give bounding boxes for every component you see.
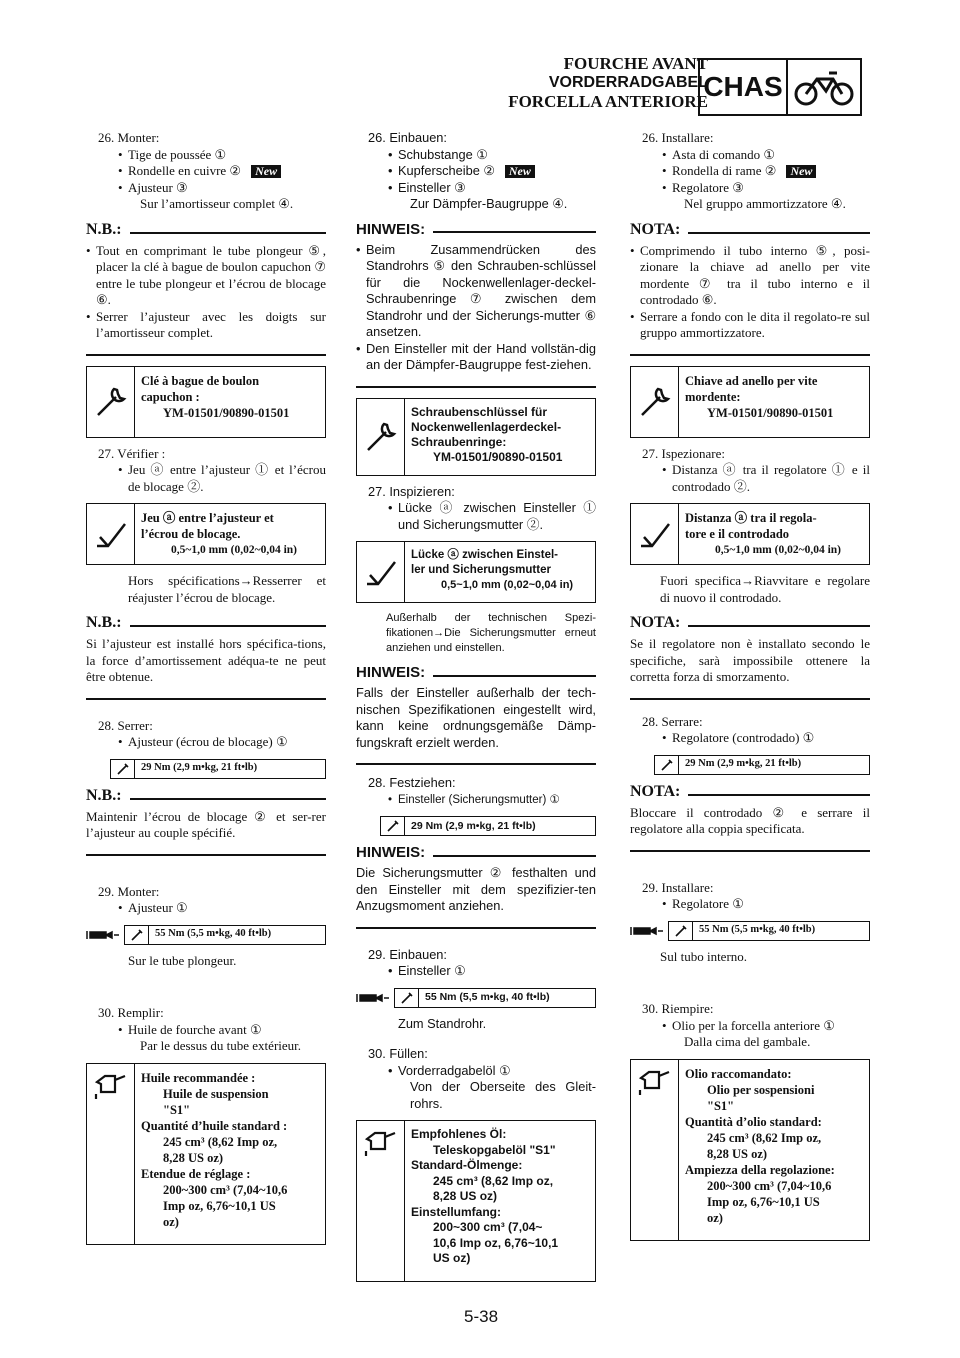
spec-value: 0,5~1,0 mm (0,02~0,04 in) — [441, 579, 574, 591]
note-paragraph: Bloccare il controdado ② e serrare il regolatore alla coppia specificata. — [630, 804, 870, 836]
out-of-spec-text: Außerhalb der technischen Spezi-fikationen→Die Sicherungsmutter erneut anziehen und einstellen. — [386, 612, 596, 654]
step-29 — [86, 884, 326, 917]
note-label: N.B.: — [86, 786, 122, 804]
step-bullet: • Asta di comando ① — [630, 147, 870, 164]
step-heading: 26. Einbauen: — [368, 130, 447, 145]
note-rule — [433, 855, 596, 857]
note-end-rule — [630, 698, 870, 700]
note-heading — [356, 664, 596, 681]
step-heading: 29. Einbauen: — [368, 946, 447, 962]
oil-value: 245 cm³ (8,62 Imp oz, — [707, 1130, 822, 1145]
step-bullet: • Schubstange ① — [356, 147, 596, 164]
step-heading: 28. Serrare: — [642, 713, 703, 729]
spec-label: l’écrou de blocage. — [141, 527, 241, 541]
oil-label: Huile recommandée : — [141, 1070, 256, 1085]
note-rule — [688, 232, 870, 234]
oil-value: Imp oz, 6,76~10,1 US — [163, 1198, 276, 1213]
tool-name: capuchon : — [141, 389, 200, 404]
tool-name: Chiave ad anello per vite — [685, 373, 818, 388]
note-paragraph: Maintenir l’écrou de blocage ② et ser-rer l’ajusteur au couple spécifié. — [86, 808, 326, 840]
step-30 — [86, 1005, 326, 1055]
section-tag: CHAS — [700, 60, 788, 114]
tool-name: mordente: — [685, 389, 741, 404]
out-of-spec-text: Hors spécifications→Resserrer et réajuster l’écrou de blocage. — [128, 573, 326, 605]
step-heading: 26. Monter: — [98, 130, 160, 145]
oil-label: Quantità d’olio standard: — [685, 1114, 822, 1129]
step-bullet: • Ajusteur ① — [86, 900, 326, 917]
oil-value: 8,28 US oz) — [707, 1146, 768, 1161]
column-german — [356, 130, 596, 1290]
step-subtext: Zum Standrohr. — [398, 1015, 487, 1031]
oil-value: 8,28 US oz) — [433, 1189, 498, 1203]
step-bullet: • Jeu ⓐ entre l’ajusteur ① et l’écrou de blocage ②. — [86, 462, 326, 495]
torque-value: 55 Nm (5,5 m•kg, 40 ft•lb) — [699, 924, 816, 936]
step-heading: 28. Festziehen: — [368, 775, 456, 790]
spec-box — [630, 503, 870, 565]
spec-label: Distanza ⓐ tra il regola- — [685, 511, 817, 525]
note-paragraph: Se il regolatore non è installato secondo le specifiche, sarà impossibile ottenere la corretta forza di smorzamento. — [630, 636, 870, 684]
note-paragraph: • Serrer l’ajusteur avec les doigts sur l’amortisseur complet. — [86, 309, 326, 342]
header-title-it: FORCELLA ANTERIORE — [508, 92, 708, 111]
bullet-text: Kupferscheibe ② — [398, 163, 495, 178]
note-label: NOTA: — [630, 220, 681, 238]
oil-can-icon — [631, 1060, 679, 1240]
special-tool-box — [356, 398, 596, 476]
spec-label: tore e il controdado — [685, 527, 790, 541]
torque-row — [630, 921, 870, 941]
step-subtext: Sur l’amortisseur complet ④. — [140, 196, 294, 211]
note-label: N.B.: — [86, 614, 122, 631]
oil-value: Teleskopgabelöl "S1" — [433, 1142, 556, 1157]
step-heading: 30. Füllen: — [368, 1046, 428, 1061]
oil-value: 200~300 cm³ (7,04~ — [433, 1220, 543, 1234]
oil-label: Quantité d’huile standard : — [141, 1118, 288, 1133]
note-rule — [688, 794, 870, 796]
step-29 — [356, 947, 596, 980]
note-label: HINWEIS: — [356, 844, 426, 861]
lock-agent-icon — [630, 925, 668, 937]
torque-wrench-icon — [669, 922, 693, 940]
oil-spec-text — [135, 1064, 325, 1244]
spec-text — [679, 504, 869, 564]
wrench-icon — [631, 367, 679, 437]
note-heading — [86, 787, 326, 805]
step-heading: 30. Remplir: — [98, 1005, 164, 1020]
oil-can-icon — [357, 1121, 405, 1281]
note-heading — [86, 221, 326, 239]
note-heading — [356, 844, 596, 861]
note-label: HINWEIS: — [356, 664, 426, 681]
torque-row — [86, 925, 326, 945]
oil-label: Einstellumfang: — [411, 1204, 502, 1219]
step-subtext: Von der Oberseite des Gleit-rohrs. — [410, 1079, 596, 1111]
torque-value: 55 Nm (5,5 m•kg, 40 ft•lb) — [425, 991, 550, 1004]
spec-value: 0,5~1,0 mm (0,02~0,04 in) — [171, 544, 297, 556]
oil-spec-text — [405, 1121, 595, 1281]
torque-wrench-icon — [395, 989, 419, 1007]
oil-label: Standard-Ölmenge: — [411, 1158, 523, 1172]
tool-part-number: YM-01501/90890-01501 — [163, 405, 290, 420]
step-heading: 29. Installare: — [642, 879, 714, 895]
oil-value: 245 cm³ (8,62 Imp oz, — [163, 1134, 278, 1149]
note-rule — [433, 675, 596, 677]
oil-value: Huile de suspension — [163, 1086, 269, 1101]
step-subtext: Dalla cima del gambale. — [684, 1034, 811, 1049]
gauge-icon — [357, 542, 405, 602]
note-heading — [630, 614, 870, 632]
note-heading — [630, 783, 870, 801]
oil-spec-box — [356, 1120, 596, 1282]
torque-wrench-icon — [125, 926, 149, 944]
note-end-rule — [86, 354, 326, 356]
note-rule — [688, 625, 870, 627]
spec-value: 0,5~1,0 mm (0,02~0,04 in) — [715, 544, 841, 556]
tool-part-number: YM-01501/90890-01501 — [433, 449, 563, 464]
lock-agent-icon — [356, 992, 394, 1004]
note-label: HINWEIS: — [356, 220, 426, 238]
note-label: NOTA: — [630, 782, 681, 800]
note-end-rule — [356, 927, 596, 929]
oil-label: Olio raccomandato: — [685, 1066, 792, 1081]
step-28 — [630, 714, 870, 747]
tool-name: Schraubenschlüssel für — [411, 404, 548, 419]
torque-value: 29 Nm (2,9 m•kg, 21 ft•lb) — [141, 762, 258, 774]
tool-name: Schraubenringe: — [411, 434, 507, 449]
note-end-rule — [630, 354, 870, 356]
torque-spec — [124, 925, 326, 945]
note-label: N.B.: — [86, 220, 122, 238]
oil-spec-box — [86, 1063, 326, 1245]
new-part-badge: New — [251, 165, 281, 178]
oil-can-icon — [87, 1064, 135, 1244]
step-bullet: • Vorderradgabelöl ① — [356, 1063, 596, 1080]
step-27 — [630, 446, 870, 496]
step-bullet: • Olio per la forcella anteriore ① — [630, 1018, 870, 1035]
special-tool-box — [630, 366, 870, 438]
step-heading: 28. Serrer: — [98, 717, 153, 733]
note-heading — [356, 221, 596, 238]
spec-box — [86, 503, 326, 565]
note-paragraph: • Comprimendo il tubo interno ⑤, posi-zionare la chiave ad anello per vite mordente ⑦ tra il tubo interno e il controdado ⑥. — [630, 243, 870, 309]
oil-value: Olio per sospensioni — [707, 1082, 815, 1097]
note-heading — [86, 614, 326, 632]
page-number: 5-38 — [464, 1307, 499, 1326]
step-bullet: • Regolatore ③ — [630, 180, 870, 197]
tool-part-number: YM-01501/90890-01501 — [707, 405, 834, 420]
tool-spec — [405, 399, 595, 475]
spec-label: ler und Sicherungsmutter — [411, 564, 551, 576]
column-french — [86, 130, 326, 1253]
step-bullet: • Ajusteur ③ — [86, 180, 326, 197]
step-subtext: Sur le tube plongeur. — [128, 952, 237, 968]
oil-spec-box — [630, 1059, 870, 1241]
oil-value: 200~300 cm³ (7,04~10,6 — [163, 1182, 288, 1197]
torque-spec — [380, 816, 596, 836]
lock-agent-icon — [86, 929, 124, 941]
wrench-icon — [357, 399, 405, 475]
bullet-text: Rondelle en cuivre ② — [128, 163, 242, 178]
step-subtext: Sul tubo interno. — [660, 948, 748, 964]
page-header — [508, 54, 708, 112]
step-bullet: • Einsteller ① — [356, 963, 596, 980]
step-bullet: • Ajusteur (écrou de blocage) ① — [86, 734, 326, 751]
step-bullet: • Tige de poussée ① — [86, 147, 326, 164]
step-bullet: • Huile de fourche avant ① — [86, 1022, 326, 1039]
oil-value: oz) — [163, 1214, 179, 1229]
note-paragraph: • Beim Zusammendrücken des Standrohrs ⑤ den Schrauben-schlüssel für die Nockenwellenlager-deckel-Schraubenringe ⑦ zwischen dem Standrohr und der Sicherungs-mutter ⑥ ansetzen. — [356, 242, 596, 341]
note-paragraph: • Tout en comprimant le tube plongeur ⑤, placer la clé à bague de boulon capuchon ⑦ entre le tube plongeur et l’écrou de blocage ⑥. — [86, 243, 326, 309]
step-30 — [356, 1046, 596, 1112]
header-title-fr: FOURCHE AVANT — [563, 54, 708, 73]
tool-spec — [135, 367, 325, 437]
step-26 — [356, 130, 596, 213]
step-bullet: • Distanza ⓐ tra il regolatore ① e il controdado ②. — [630, 462, 870, 495]
oil-value: 8,28 US oz) — [163, 1150, 224, 1165]
step-26 — [86, 130, 326, 213]
new-part-badge: New — [505, 165, 535, 178]
oil-value: "S1" — [163, 1102, 191, 1117]
oil-spec-text — [679, 1060, 869, 1240]
step-subtext: Zur Dämpfer-Baugruppe ④. — [410, 196, 568, 211]
torque-wrench-icon — [111, 760, 135, 778]
note-paragraph: Falls der Einsteller außerhalb der tech-nischen Spezifikationen eingestellt wird, kann keine ordnungsgemäße Dämp-fungskraft erzielt werden. — [356, 685, 596, 750]
torque-wrench-icon — [381, 817, 405, 835]
tool-spec — [679, 367, 869, 437]
note-paragraph: Die Sicherungsmutter ② festhalten und den Einsteller mit dem spezifizier-ten Anzugsmoment anziehen. — [356, 865, 596, 913]
note-end-rule — [630, 850, 870, 852]
torque-spec — [110, 759, 326, 779]
step-subtext: Par le dessus du tube extérieur. — [140, 1038, 302, 1053]
torque-spec — [394, 988, 596, 1008]
note-rule — [433, 231, 596, 233]
torque-spec — [668, 921, 870, 941]
spec-label: Lücke ⓐ zwischen Einstel- — [411, 549, 558, 561]
oil-value: "S1" — [707, 1098, 735, 1113]
gauge-icon — [631, 504, 679, 564]
step-bullet: • Regolatore ① — [630, 896, 870, 913]
torque-value: 29 Nm (2,9 m•kg, 21 ft•lb) — [411, 819, 536, 832]
step-heading: 27. Vérifier : — [98, 445, 166, 461]
motorcycle-icon — [788, 60, 860, 114]
step-bullet: • Einsteller ③ — [356, 180, 596, 197]
header-title-de: VORDERRADGABEL — [548, 74, 708, 91]
bullet-text: Rondella di rame ② — [672, 163, 777, 178]
gauge-icon — [87, 504, 135, 564]
step-26 — [630, 130, 870, 213]
out-of-spec-text: Fuori specifica→Riavvitare e regolare di nuovo il controdado. — [660, 573, 870, 605]
torque-value: 55 Nm (5,5 m•kg, 40 ft•lb) — [155, 928, 272, 940]
note-rule — [130, 625, 326, 627]
step-heading: 30. Riempire: — [642, 1001, 714, 1016]
section-tag-box — [698, 58, 862, 116]
oil-label: Etendue de réglage : — [141, 1166, 251, 1181]
note-label: NOTA: — [630, 614, 681, 631]
step-bullet — [630, 163, 870, 180]
torque-wrench-icon — [655, 756, 679, 774]
step-28 — [356, 775, 596, 808]
note-paragraph: • Serrare a fondo con le dita il regolato-re sul gruppo ammortizzatore. — [630, 309, 870, 342]
step-bullet: • Lücke ⓐ zwischen Einsteller ① und Sicherungsmutter ②. — [356, 500, 596, 533]
oil-value: 245 cm³ (8,62 Imp oz, — [433, 1173, 554, 1188]
step-bullet: • Regolatore (controdado) ① — [630, 730, 870, 747]
note-end-rule — [356, 763, 596, 765]
spec-text — [405, 542, 595, 602]
step-27 — [356, 484, 596, 534]
step-bullet — [86, 163, 326, 180]
column-italian — [630, 130, 870, 1249]
special-tool-box — [86, 366, 326, 438]
step-bullet — [356, 163, 596, 180]
oil-label: Empfohlenes Öl: — [411, 1127, 507, 1141]
spec-box — [356, 541, 596, 603]
step-heading: 26. Installare: — [642, 130, 714, 145]
step-heading: 27. Ispezionare: — [642, 445, 726, 461]
step-30 — [630, 1001, 870, 1051]
note-paragraph: Si l’ajusteur est installé hors spécifica-tions, la force d’amortissement adéqua-te ne peut être obtenue. — [86, 636, 326, 684]
step-27 — [86, 446, 326, 496]
note-end-rule — [86, 698, 326, 700]
oil-value: 10,6 Imp oz, 6,76~10,1 — [433, 1235, 559, 1250]
step-heading: 29. Monter: — [98, 883, 160, 899]
oil-value: US oz) — [433, 1251, 471, 1265]
oil-value: 200~300 cm³ (7,04~10,6 — [707, 1178, 832, 1193]
note-rule — [130, 798, 326, 800]
torque-value: 29 Nm (2,9 m•kg, 21 ft•lb) — [685, 758, 802, 770]
step-bullet: • Einsteller (Sicherungsmutter) ① — [356, 792, 596, 809]
note-heading — [630, 221, 870, 239]
torque-spec — [654, 755, 870, 775]
torque-row — [356, 988, 596, 1008]
step-29 — [630, 880, 870, 913]
oil-label: Ampiezza della regolazione: — [685, 1162, 835, 1177]
step-28 — [86, 718, 326, 751]
step-heading: 27. Inspizieren: — [368, 483, 455, 499]
spec-label: Jeu ⓐ entre l’ajusteur et — [141, 511, 274, 525]
spec-text — [135, 504, 325, 564]
oil-value: oz) — [707, 1210, 723, 1225]
tool-name: Nockenwellenlagerdeckel- — [411, 419, 562, 434]
note-end-rule — [356, 386, 596, 388]
note-paragraph: • Den Einsteller mit der Hand vollstän-dig an der Dämpfer-Baugruppe fest-ziehen. — [356, 341, 596, 374]
note-end-rule — [86, 854, 326, 856]
tool-name: Clé à bague de boulon — [141, 373, 260, 388]
new-part-badge: New — [786, 165, 816, 178]
step-subtext: Nel gruppo ammortizzatore ④. — [684, 196, 846, 211]
note-rule — [130, 232, 326, 234]
oil-value: Imp oz, 6,76~10,1 US — [707, 1194, 820, 1209]
wrench-icon — [87, 367, 135, 437]
